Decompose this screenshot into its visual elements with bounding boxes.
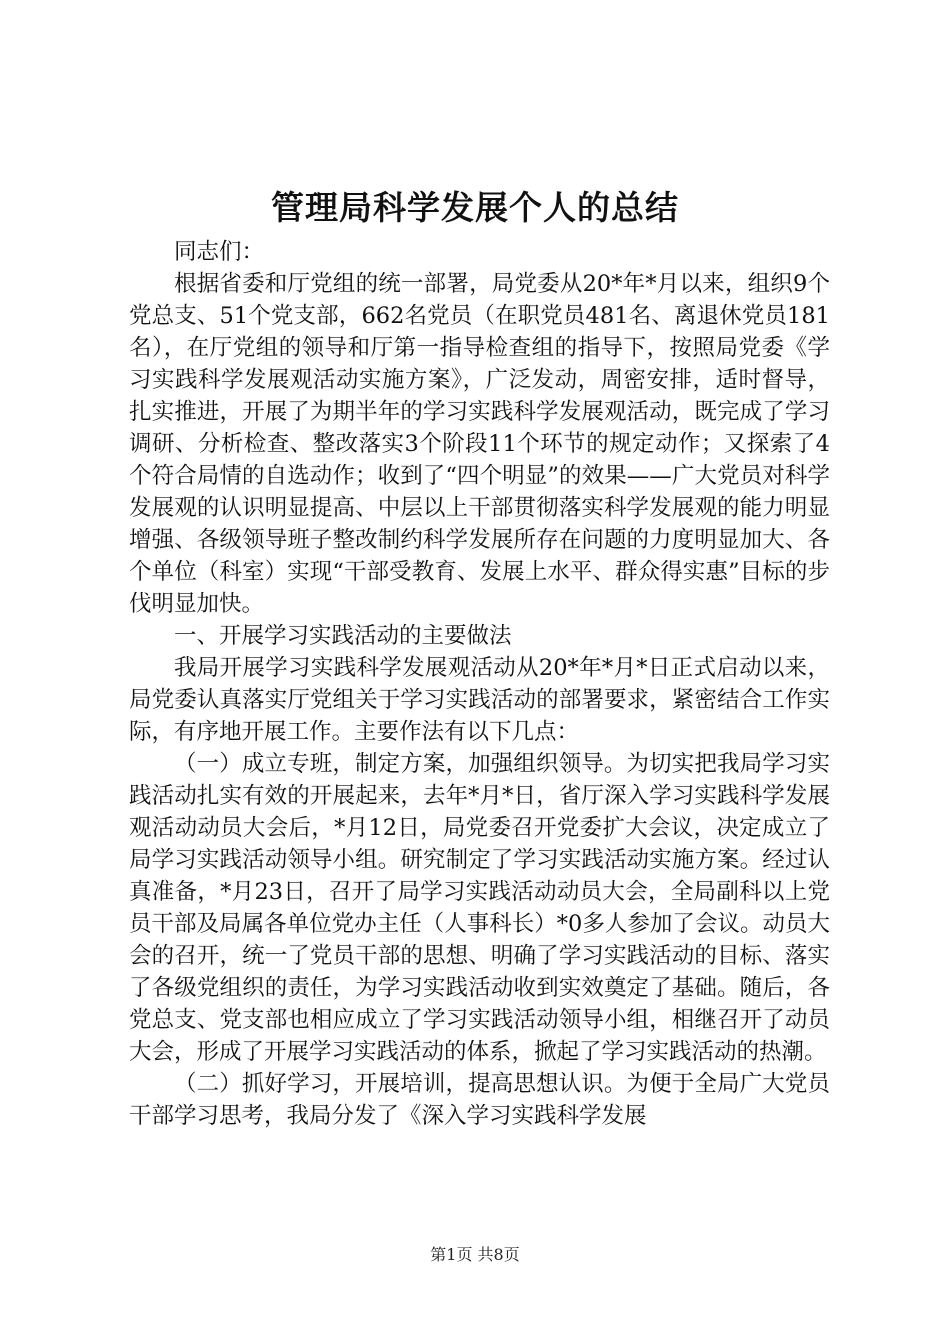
page-number-footer: 第1页 共8页: [430, 1245, 520, 1264]
paragraph-intro: 根据省委和厅党组的统一部署，局党委从20*年*月以来，组织9个党总支、51个党支部，662名党员（在职党员481名、离退休党员181名），在厅党组的领导和厅第一指导检查组的指导下，按照局党委《学习实践科学发展观活动实施方案》，广泛发动，周密安排，适时督导，扎实推进，开展了为期半年的学习实践科学发展观活动，既完成了学习调研、分析检查、整改落实3个阶段11个环节的规定动作；又探索了4个符合局情的自选动作；收到了“四个明显”的效果——广大党员对科学发展观的认识明显提高、中层以上干部贯彻落实科学发展观的能力明显增强、各级领导班子整改制约科学发展所存在问题的力度明显加大、各个单位（科室）实现“干部受教育、发展上水平、群众得实惠”目标的步伐明显加快。: [129, 271, 830, 617]
salutation: 同志们：: [174, 239, 265, 265]
paragraph-item-2: （二）抓好学习，开展培训，提高思想认识。为便于全局广大党员干部学习思考，我局分发了《深入学习实践科学发展: [129, 1071, 830, 1129]
document-title: 管理局科学发展个人的总结: [271, 188, 679, 227]
document-body: [129, 236, 830, 1132]
section-heading-1: 一、开展学习实践活动的主要做法: [174, 623, 512, 649]
paragraph-section-1-intro: 我局开展学习实践科学发展观活动从20*年*月*日正式启动以来，局党委认真落实厅党组关于学习实践活动的部署要求，紧密结合工作实际，有序地开展工作。主要作法有以下几点：: [129, 655, 830, 745]
paragraph-item-1: （一）成立专班，制定方案，加强组织领导。为切实把我局学习实践活动扎实有效的开展起来，去年*月*日，省厅深入学习实践科学发展观活动动员大会后，*月12日，局党委召开党委扩大会议，决定成立了局学习实践活动领导小组。研究制定了学习实践活动实施方案。经过认真准备，*月23日，召开了局学习实践活动动员大会，全局副科以上党员干部及局属各单位党办主任（人事科长）*0多人参加了会议。动员大会的召开，统一了党员干部的思想、明确了学习实践活动的目标、落实了各级党组织的责任，为学习实践活动收到实效奠定了基础。随后，各党总支、党支部也相应成立了学习实践活动领导小组，相继召开了动员大会，形成了开展学习实践活动的体系，掀起了学习实践活动的热潮。: [129, 751, 830, 1065]
